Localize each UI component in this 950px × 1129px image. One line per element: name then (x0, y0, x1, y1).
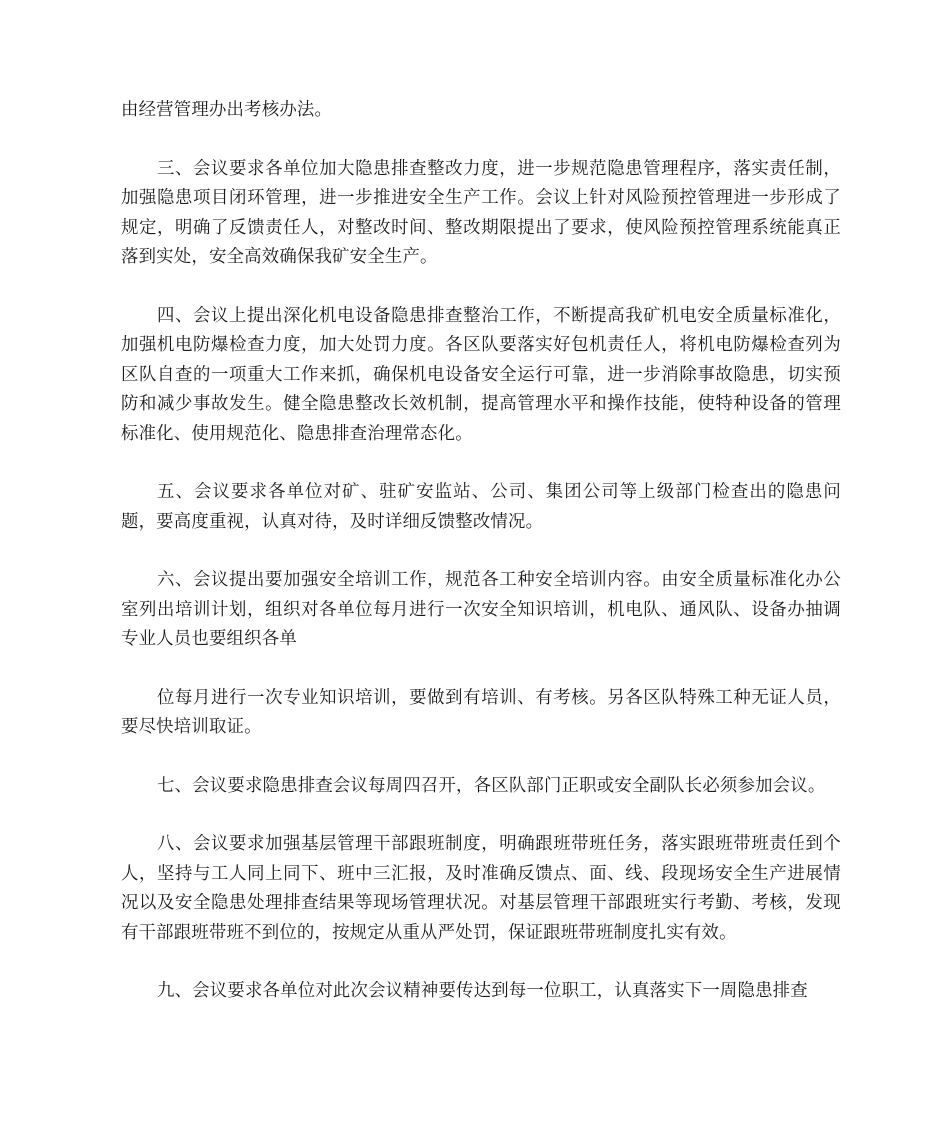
paragraph-item-5: 五、会议要求各单位对矿、驻矿安监站、公司、集团公司等上级部门检查出的隐患问题，要高度重视，认真对待，及时详细反馈整改情况。 (121, 482, 841, 532)
paragraph-item-8: 八、会议要求加强基层管理干部跟班制度，明确跟班带班任务，落实跟班带班责任到个人，坚持与工人同上同下、班中三汇报，及时准确反馈点、面、线、段现场安全生产进展情况以及安全隐患处理排查结果等现场管理状况。对基层管理干部跟班实行考勤、考核，发现有干部跟班带班不到位的，按规定从重从严处罚，保证跟班带班制度扎实有效。 (121, 834, 841, 943)
paragraph-item-9: 九、会议要求各单位对此次会议精神要传达到每一位职工，认真落实下一周隐患排查 (157, 981, 808, 1001)
paragraph-item-6: 六、会议提出要加强安全培训工作，规范各工种安全培训内容。由安全质量标准化办公室列出培训计划，组织对各单位每月进行一次安全知识培训，机电队、通风队、设备办抽调专业人员也要组织各单 (121, 570, 841, 649)
document-body (121, 96, 841, 1007)
paragraph-continuation: 由经营管理办出考核办法。 (121, 100, 333, 120)
paragraph-item-6-continued: 位每月进行一次专业知识培训，要做到有培训、有考核。另各区队特殊工种无证人员，要尽快培训取证。 (121, 687, 841, 737)
paragraph-item-7: 七、会议要求隐患排查会议每周四召开，各区队部门正职或安全副队长必须参加会议。 (157, 775, 826, 796)
paragraph-item-4: 四、会议上提出深化机电设备隐患排查整治工作，不断提高我矿机电安全质量标准化，加强机电防爆检查力度，加大处罚力度。各区队要落实好包机责任人，将机电防爆检查列为区队自查的一项重大工作来抓，确保机电设备安全运行可靠，进一步消除事故隐患，切实预防和减少事故发生。健全隐患整改长效机制，提高管理水平和操作技能，使特种设备的管理标准化、使用规范化、隐患排查治理常态化。 (121, 305, 841, 444)
paragraph-item-3: 三、会议要求各单位加大隐患排查整改力度，进一步规范隐患管理程序，落实责任制，加强隐患项目闭环管理，进一步推进安全生产工作。会议上针对风险预控管理进一步形成了规定，明确了反馈责任人，对整改时间、整改期限提出了要求，使风险预控管理系统能真正落到实处，安全高效确保我矿安全生产。 (121, 158, 841, 267)
